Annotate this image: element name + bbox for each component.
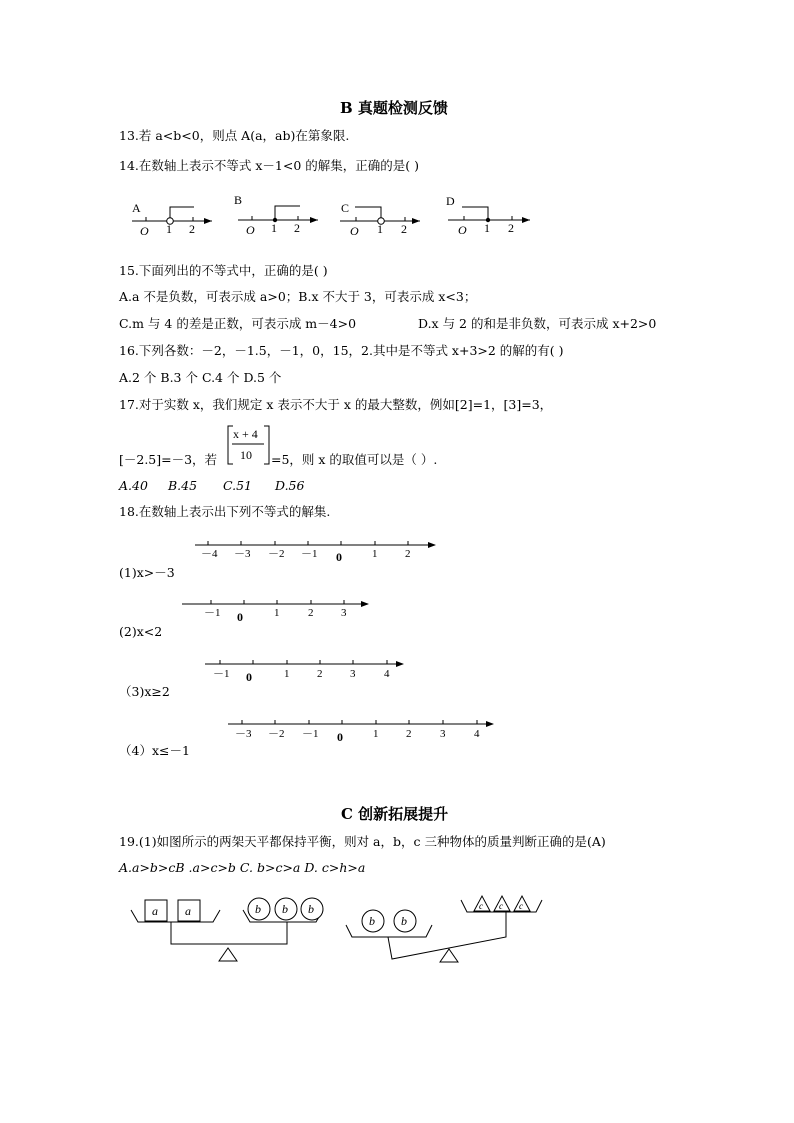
weight-a-label: a xyxy=(185,904,191,918)
right-balance-scale xyxy=(346,896,542,962)
weight-b-label: b xyxy=(282,902,288,916)
tick-label: 4 xyxy=(384,668,390,680)
question-18: 18.在数轴上表示出下列不等式的解集. xyxy=(119,504,331,519)
section-c-title: C 创新拓展提升 xyxy=(341,805,449,823)
tick-label: 1 xyxy=(166,222,172,236)
tick-label: 3 xyxy=(440,728,446,740)
question-19-options: A.a>b>cB .a>c>b C. b>c>a D. c>h>a xyxy=(119,860,366,875)
weight-b-label: b xyxy=(369,914,375,928)
tick-label: 2 xyxy=(401,222,407,236)
tick-label: O xyxy=(350,224,359,238)
tick-label: 3 xyxy=(350,668,356,680)
tick-label: 2 xyxy=(508,221,514,235)
weight-b-label: b xyxy=(255,902,261,916)
tick-label: 1 xyxy=(274,607,280,619)
question-15-line-1: A.a 不是负数，可表示成 a>0；B.x 不大于 3，可表示成 x<3； xyxy=(119,289,477,304)
tick-label: 0 xyxy=(237,610,243,624)
weight-c-label: c xyxy=(499,901,503,911)
option-label: C xyxy=(341,201,350,215)
tick-label: 2 xyxy=(405,548,411,560)
tick-label: 0 xyxy=(336,550,342,564)
tick-label: 1 xyxy=(372,548,378,560)
weight-c-label: c xyxy=(519,901,523,911)
weight-a-label: a xyxy=(152,904,158,918)
question-17-line-2-left: [－2.5]=－3，若 xyxy=(119,452,218,467)
tick-label: 2 xyxy=(317,668,323,680)
tick-label: 1 xyxy=(377,222,383,236)
question-17-option-b: B.45 xyxy=(168,478,198,493)
tick-label: O xyxy=(458,223,467,237)
question-19: 19.(1)如图所示的两架天平都保持平衡，则对 a，b，c 三种物体的质量判断正确的是(A) xyxy=(119,834,606,849)
q18-part-4-label: （4）x≤－1 xyxy=(119,743,190,758)
tick-label: 3 xyxy=(341,607,347,619)
tick-label: －4 xyxy=(201,548,218,560)
tick-label: －3 xyxy=(234,548,251,560)
tick-label: 1 xyxy=(484,221,490,235)
question-15-option-d: D.x 与 2 的和是非负数，可表示成 x+2>0 xyxy=(418,316,657,331)
tick-label: －1 xyxy=(213,668,230,680)
tick-label: 0 xyxy=(246,670,252,684)
tick-label: O xyxy=(246,223,255,237)
question-17-line-1: 17.对于实数 x，我们规定 x 表示不大于 x 的最大整数，例如[2]=1，[3]=3， xyxy=(119,397,553,412)
tick-label: －2 xyxy=(268,728,285,740)
tick-label: 1 xyxy=(284,668,290,680)
tick-label: 1 xyxy=(271,221,277,235)
tick-label: －1 xyxy=(204,607,221,619)
fraction-numerator: x + 4 xyxy=(233,427,258,441)
weight-b-label: b xyxy=(401,914,407,928)
question-17-option-c: C.51 xyxy=(223,478,252,493)
question-14: 14.在数轴上表示不等式 x－1<0 的解集，正确的是( ) xyxy=(119,158,419,173)
weight-b-label: b xyxy=(308,902,314,916)
tick-label: 1 xyxy=(373,728,379,740)
question-16: 16.下列各数：－2，－1.5，－1，0，15，2.其中是不等式 x+3>2 的解的有( ) xyxy=(119,343,564,358)
tick-label: 2 xyxy=(308,607,314,619)
weight-c-label: c xyxy=(479,901,483,911)
question-15: 15.下面列出的不等式中，正确的是( ) xyxy=(119,263,328,278)
question-16-options: A.2 个 B.3 个 C.4 个 D.5 个 xyxy=(119,370,282,385)
q18-part-1-label: (1)x>－3 xyxy=(119,565,175,580)
tick-label: 2 xyxy=(406,728,412,740)
option-label: B xyxy=(234,193,243,207)
tick-label: 0 xyxy=(337,730,343,744)
question-15-option-c: C.m 与 4 的差是正数，可表示成 m－4>0 xyxy=(119,316,357,331)
left-balance-scale xyxy=(131,898,323,961)
question-17-option-d: D.56 xyxy=(275,478,305,493)
tick-label: 2 xyxy=(189,222,195,236)
tick-label: －1 xyxy=(302,728,319,740)
question-17-option-a: A.40 xyxy=(119,478,148,493)
fraction-denominator: 10 xyxy=(240,448,252,462)
q18-part-3-label: （3)x≥2 xyxy=(119,684,170,699)
option-label: A xyxy=(132,201,141,215)
tick-label: －3 xyxy=(235,728,252,740)
question-13: 13.若 a<b<0，则点 A(a，ab)在第象限. xyxy=(119,128,350,143)
q18-part-2-label: (2)x<2 xyxy=(119,624,163,639)
tick-label: －1 xyxy=(301,548,318,560)
section-b-title: B 真题检测反馈 xyxy=(340,99,448,117)
tick-label: O xyxy=(140,224,149,238)
tick-label: －2 xyxy=(268,548,285,560)
question-17-line-2-right: =5，则 x 的取值可以是（ ）. xyxy=(271,452,438,467)
tick-label: 4 xyxy=(474,728,480,740)
option-label: D xyxy=(446,194,455,208)
tick-label: 2 xyxy=(294,221,300,235)
